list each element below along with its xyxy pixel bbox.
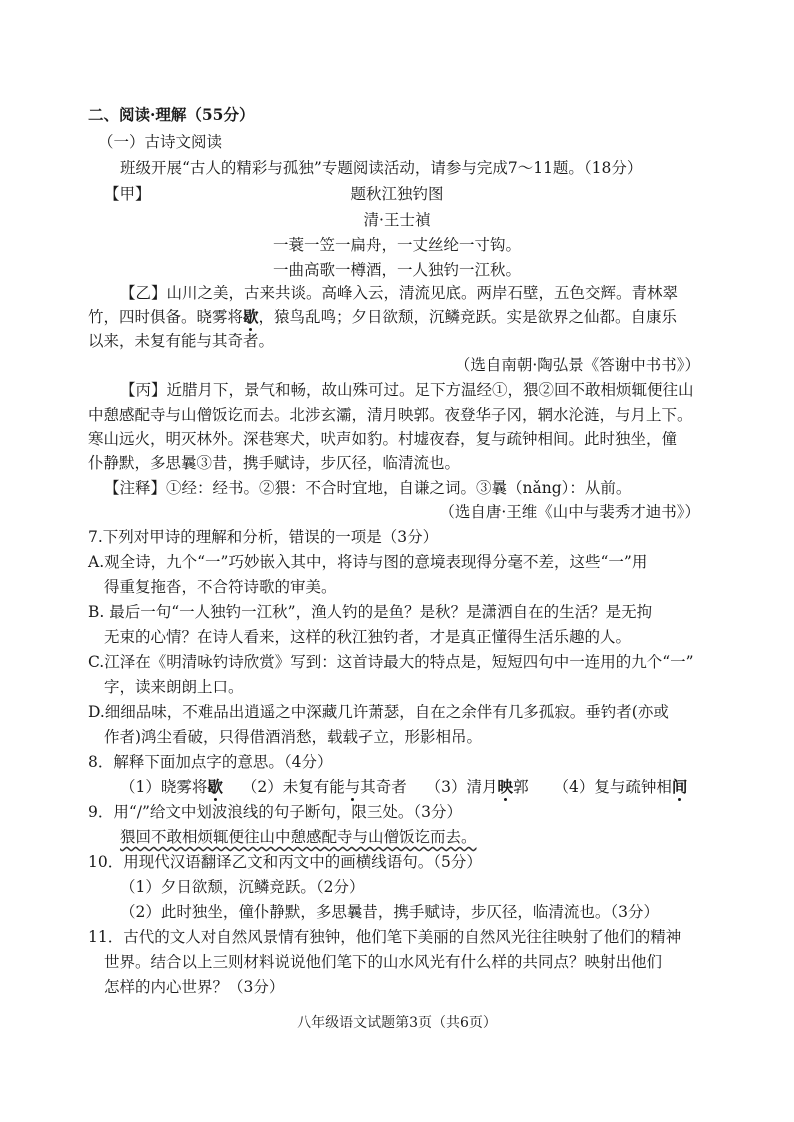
instructions: 班级开展“古人的精彩与孤独”专题阅读活动，请参与完成7～11题。（18分） — [120, 159, 643, 177]
question-11-line-3: 怎样的内心世界？（3分） — [104, 978, 285, 996]
dotted-char: 间 — [671, 777, 688, 796]
question-11-line-2: 世界。结合以上三则材料说说他们笔下的山水风光有什么样的共同点？映射出他们 — [104, 953, 663, 971]
question-10-item-1: （1）夕日欲颓，沉鳞竞跃。（2分） — [120, 878, 365, 896]
passage-yi-line-3: 以来，未复有能与其奇者。 — [88, 332, 275, 350]
passage-bing-line-2: 中憩感配寺与山僧饭讫而去。北涉玄灞，清月映郭。夜登华子冈，辋水沦涟，与月上下。 — [88, 406, 693, 424]
section-title: 二、阅读·理解（55分） — [88, 105, 255, 124]
poem-author: 清·王士禎 — [363, 211, 431, 229]
question-10-item-2: （2）此时独坐，僮仆静默，多思曩昔，携手赋诗，步仄径，临清流也。（3分） — [120, 903, 659, 921]
annotation-note: 【注释】①经：经书。②猥：不合时宜地，自谦之词。③曩（nǎng）：从前。 — [104, 479, 632, 497]
question-8-stem: 8．解释下面加点字的意思。（4分） — [88, 753, 333, 771]
poem-line-1: 一蓑一笠一扁舟，一丈丝纶一寸钩。 — [272, 236, 521, 254]
question-7-option-b-line-2: 无束的心情？在诗人看来，这样的秋江独钓者，才是真正懂得生活乐趣的人。 — [104, 628, 632, 646]
poem-title: 题秋江独钓图 — [350, 185, 444, 203]
question-7-option-d-line-1: D.细细品味，不难品出逍遥之中深藏几许萧瑟，自在之余伴有几多孤寂。垂钓者(亦或 — [88, 703, 669, 721]
question-7-option-a-line-2: 得重复拖沓，不合符诗歌的审美。 — [104, 578, 337, 596]
question-11-line-1: 11．古代的文人对自然风景情有独钟，他们笔下美丽的自然风光往往映射了他们的精神 — [88, 928, 682, 946]
question-7-option-c-line-2: 字，读来朗朗上口。 — [104, 678, 244, 696]
dotted-char: 歇 — [243, 307, 259, 326]
question-7-option-a-line-1: A.观全诗，九个“一”巧妙嵌入其中，将诗与图的意境表现得分毫不差，这些“一”用 — [88, 553, 648, 571]
passage-yi-line-1: 【乙】山川之美，古来共谈。高峰入云，清流见底。两岸石壁，五色交辉。青林翠 — [120, 284, 679, 302]
question-10-stem: 10．用现代汉语翻译乙文和丙文中的画横线语句。（5分） — [88, 853, 482, 871]
dotted-char: 映 — [497, 777, 514, 796]
question-9-sentence: 猥回不敢相烦辄便往山中憩感配寺与山僧饭讫而去。 — [120, 828, 477, 846]
page-footer: 八年级语文试题第3页（共6页） — [297, 1015, 497, 1031]
subsection-title: （一）古诗文阅读 — [98, 133, 223, 151]
passage-jia-tag: 【甲】 — [104, 185, 151, 203]
question-7-option-c-line-1: C.江泽在《明清咏钓诗欣赏》写到：这首诗最大的特点是，短短四句中一连用的九个“一” — [88, 653, 694, 671]
dotted-char: 与 — [344, 778, 361, 796]
passage-bing-line-4: 仆静默，多思曩③昔，携手赋诗，步仄径，临清流也。 — [88, 454, 461, 472]
question-9-stem: 9．用“/”给文中划波浪线的句子断句，限三处。（3分） — [88, 803, 463, 821]
question-8-items: （1）晓雾将歇 （2）未复有能与其奇者 （3）清月映郭 （4）复与疏钟相间 — [120, 777, 688, 796]
passage-bing-line-1: 【丙】近腊月下，景气和畅，故山殊可过。足下方温经①，猥②回不敢相烦辄便往山 — [120, 381, 694, 399]
question-7-option-d-line-2: 作者)鸿尘看破，只得借酒消愁，载载孑立，形影相吊。 — [104, 728, 483, 746]
question-7-stem: 7.下列对甲诗的理解和分析，错误的一项是（3分） — [88, 528, 439, 546]
poem-line-2: 一曲高歌一樽酒，一人独钓一江秋。 — [272, 261, 521, 279]
passage-yi-line-2: 竹，四时俱备。晓雾将歇，猿鸟乱鸣；夕日欲颓，沉鳞竞跃。实是欲界之仙都。自康乐 — [88, 307, 678, 326]
question-7-option-b-line-1: B. 最后一句“一人独钓一江秋”，渔人钓的是鱼？是秋？是潇洒自在的生活？是无拘 — [88, 603, 653, 621]
dotted-char: 歇 — [207, 777, 223, 796]
passage-bing-line-3: 寒山远火，明灭林外。深巷寒犬，吠声如豹。村墟夜舂，复与疏钟相间。此时独坐，僮 — [88, 430, 678, 448]
passage-yi-source: （选自南朝·陶弘景《答谢中书书》） — [454, 356, 700, 374]
passage-bing-source: （选自唐·王维《山中与裴秀才迪书》） — [439, 503, 700, 521]
